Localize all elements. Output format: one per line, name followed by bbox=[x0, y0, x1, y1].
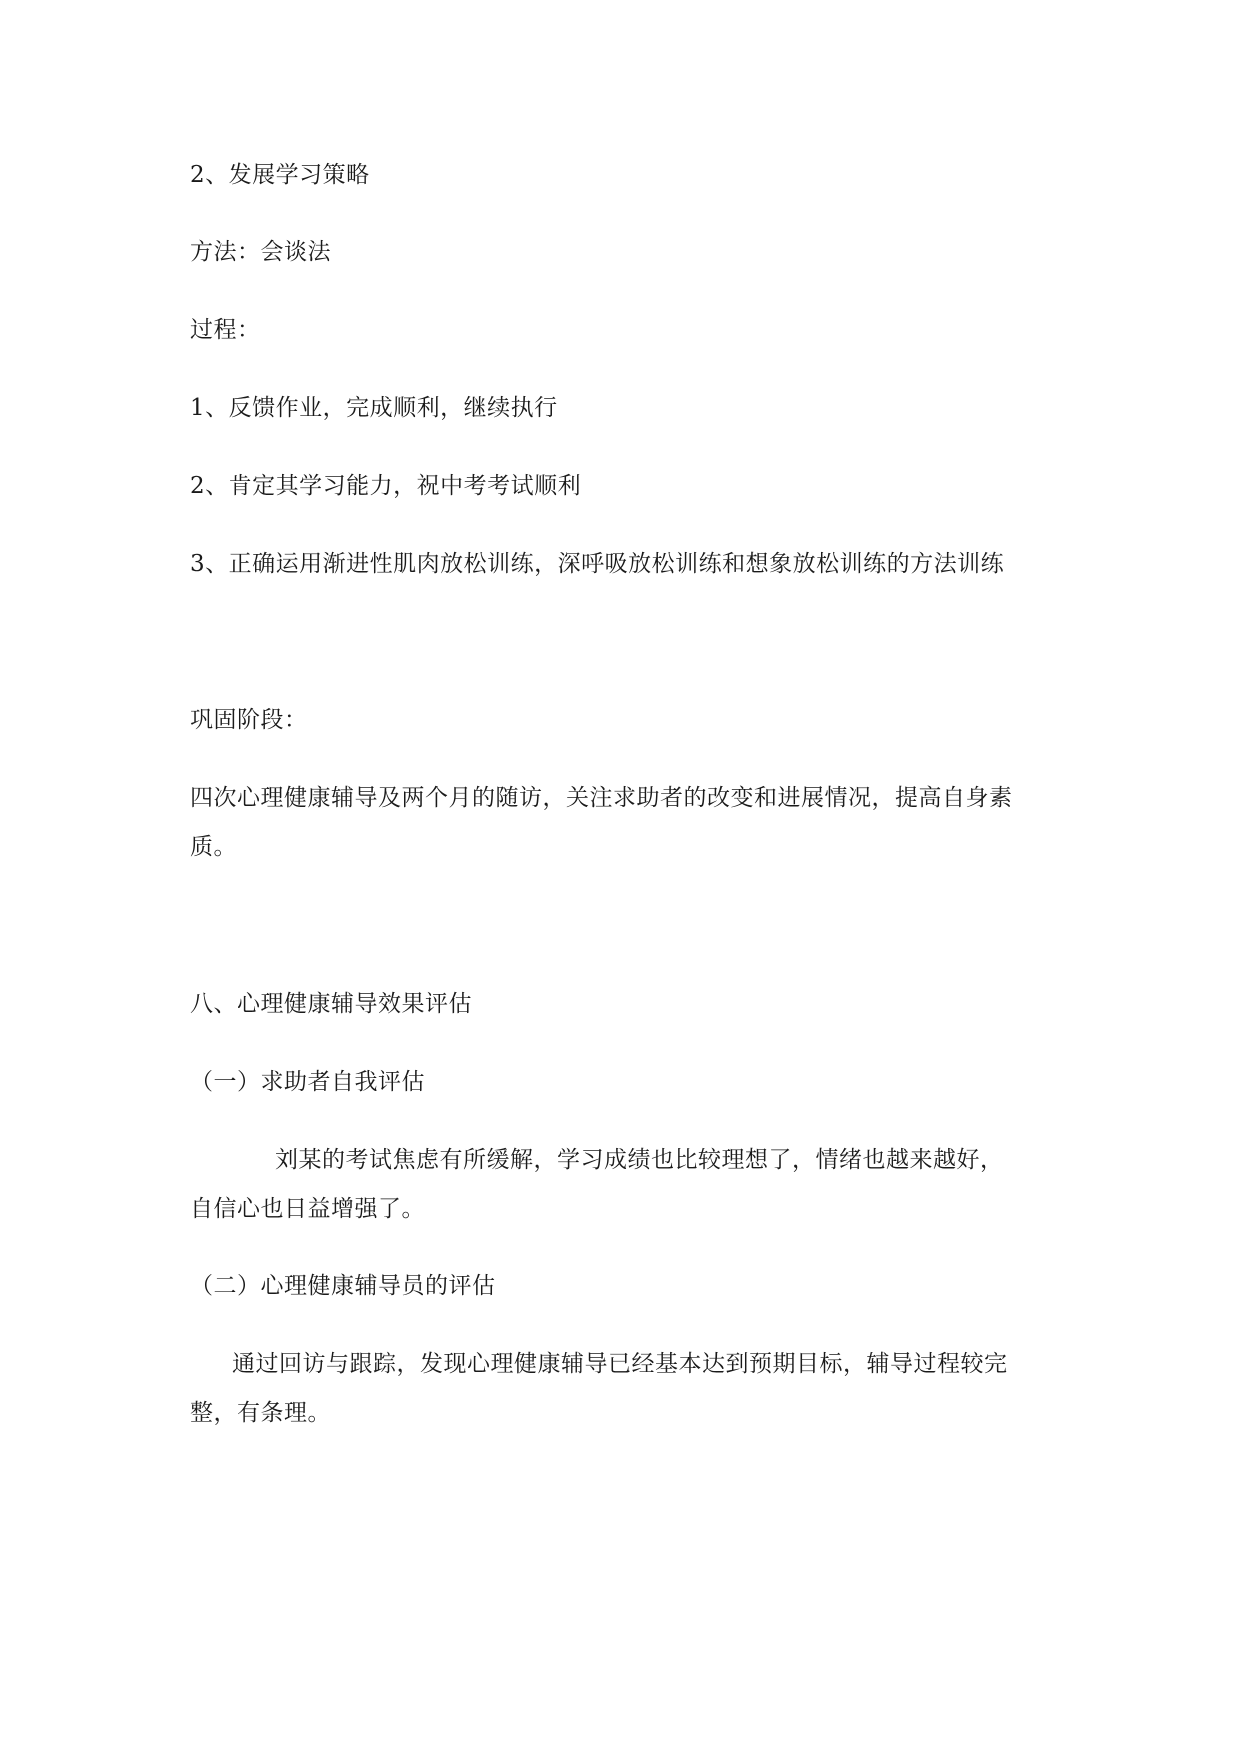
counselor-evaluation-line-2: 整，有条理。 bbox=[190, 1400, 331, 1426]
process-step-1: 1、反馈作业，完成顺利，继续执行 bbox=[190, 395, 558, 421]
counselor-evaluation-line-1: 通过回访与跟踪，发现心理健康辅导已经基本达到预期目标，辅导过程较完 bbox=[232, 1351, 1008, 1377]
self-evaluation-line-1: 刘某的考试焦虑有所缓解，学习成绩也比较理想了，情绪也越来越好， bbox=[275, 1147, 1004, 1173]
method-line: 方法：会谈法 bbox=[190, 239, 331, 265]
process-step-3: 3、正确运用渐进性肌肉放松训练，深呼吸放松训练和想象放松训练的方法训练 bbox=[190, 551, 1005, 577]
evaluation-section-heading: 八、心理健康辅导效果评估 bbox=[190, 991, 472, 1017]
process-step-2: 2、肯定其学习能力，祝中考考试顺利 bbox=[190, 473, 582, 499]
counselor-evaluation-heading: （二）心理健康辅导员的评估 bbox=[190, 1273, 496, 1299]
consolidation-paragraph-line-1: 四次心理健康辅导及两个月的随访，关注求助者的改变和进展情况，提高自身素 bbox=[190, 785, 1013, 811]
section-heading-learning-strategy: 2、发展学习策略 bbox=[190, 162, 370, 188]
self-evaluation-heading: （一）求助者自我评估 bbox=[190, 1069, 425, 1095]
process-label: 过程： bbox=[190, 317, 261, 343]
consolidation-paragraph-line-2: 质。 bbox=[190, 834, 237, 860]
self-evaluation-line-2: 自信心也日益增强了。 bbox=[190, 1196, 425, 1222]
consolidation-stage-heading: 巩固阶段： bbox=[190, 707, 308, 733]
